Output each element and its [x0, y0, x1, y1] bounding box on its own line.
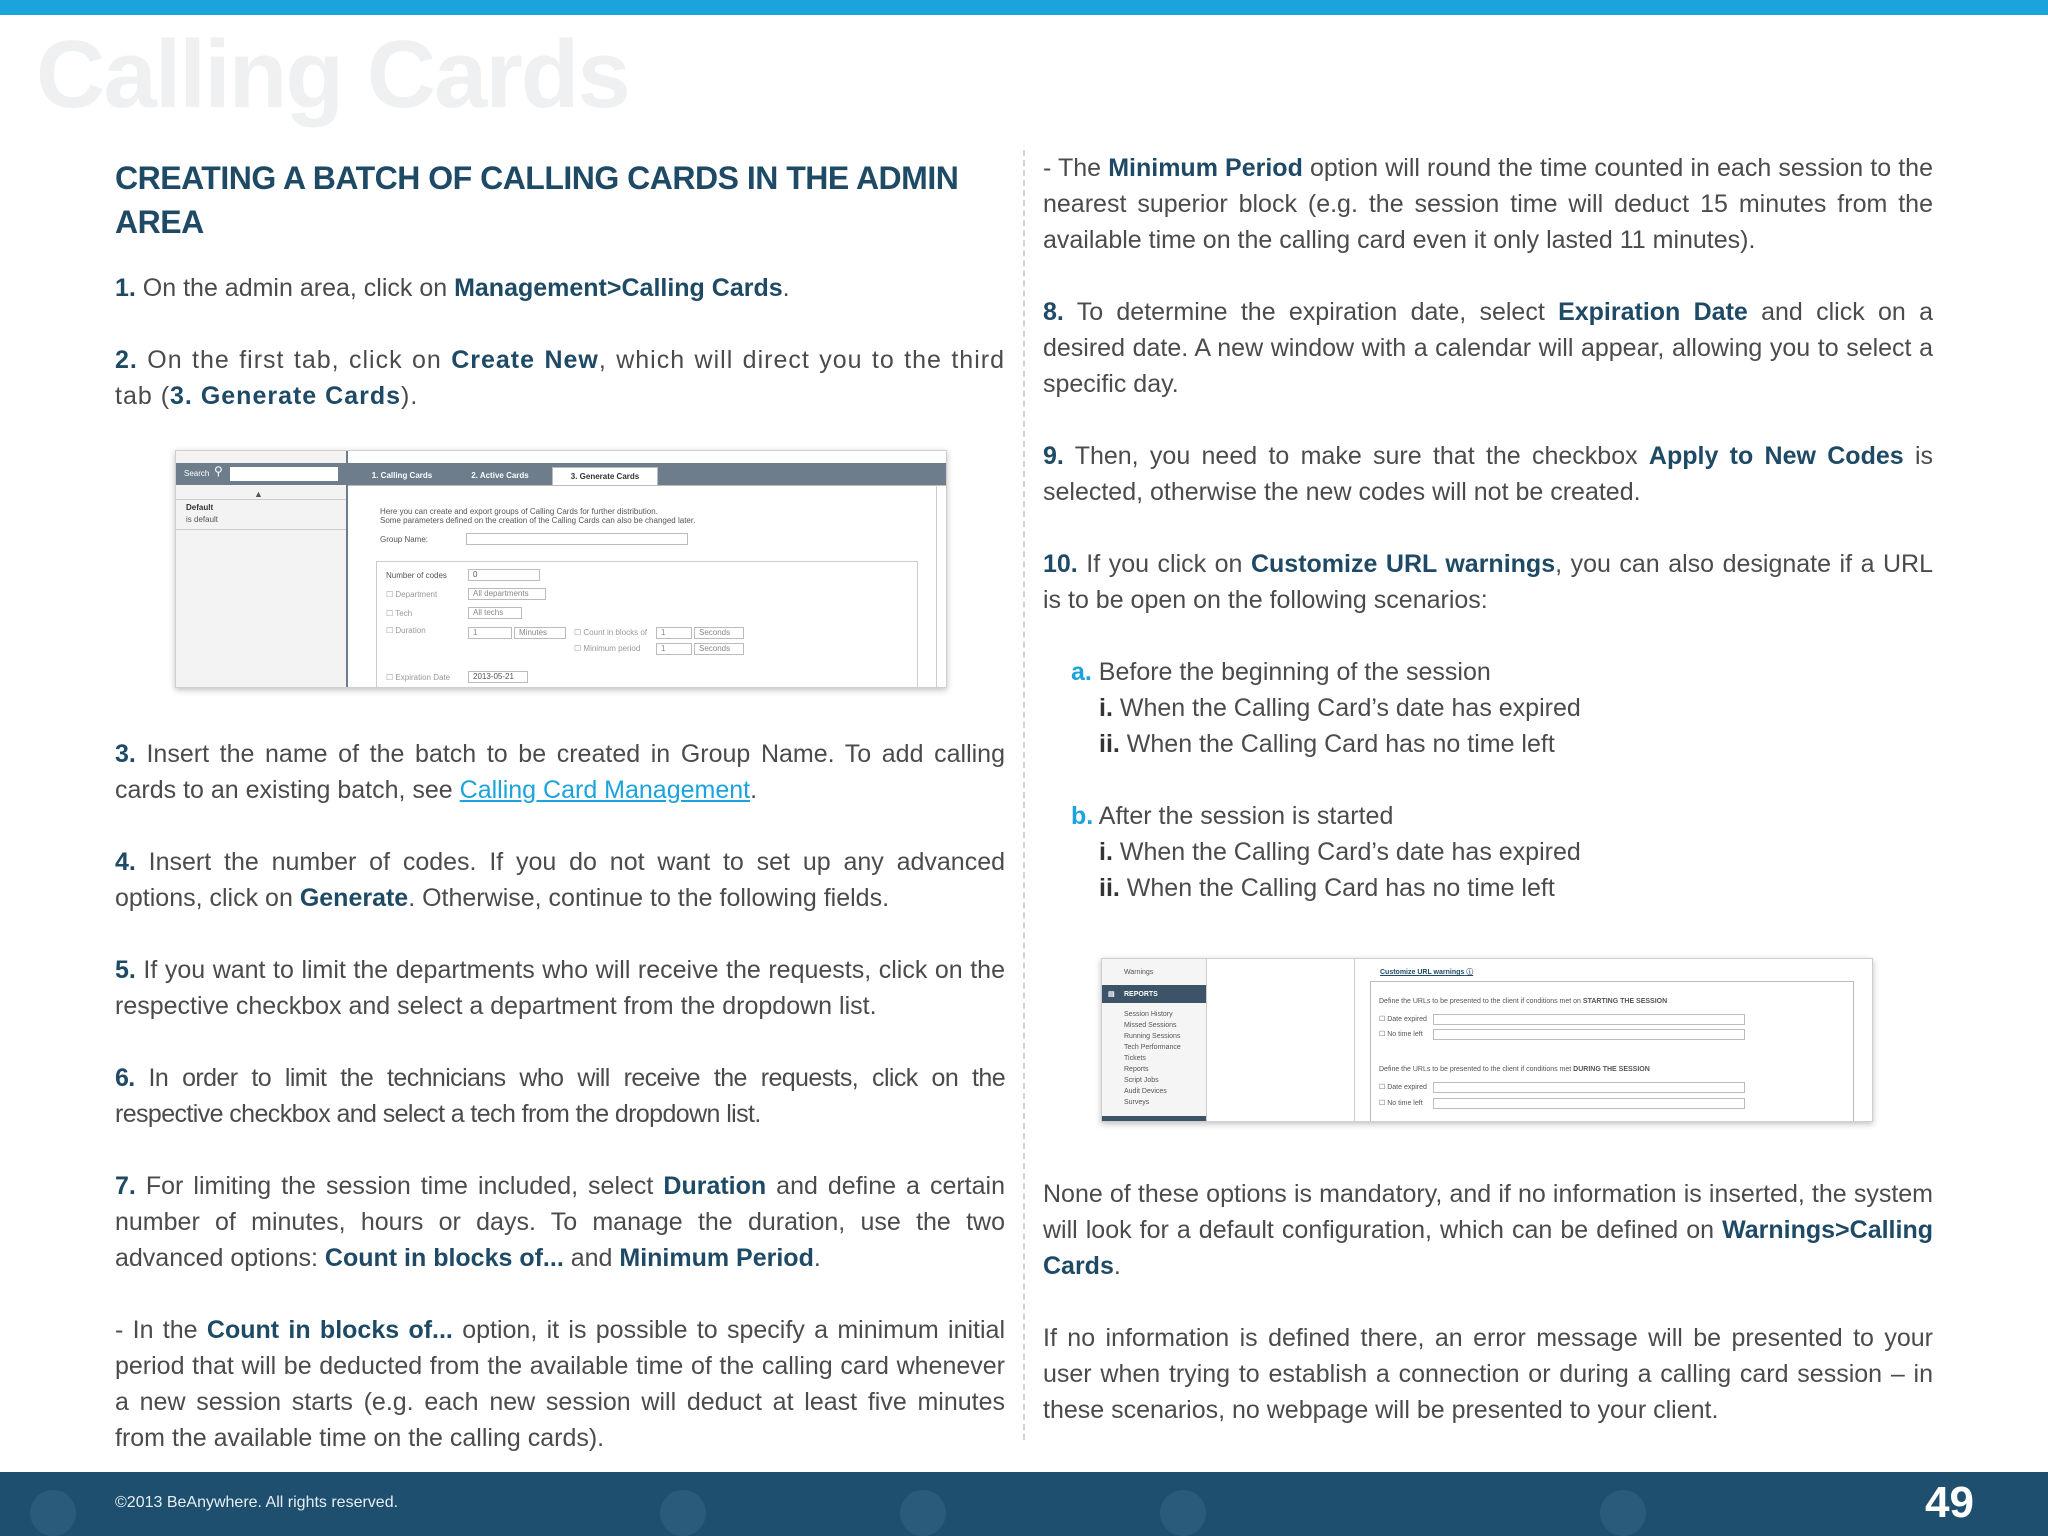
decorative-globe-icon	[660, 1490, 706, 1536]
menu-item: Tech Performance	[1124, 1044, 1181, 1051]
duration-row: ☐ Duration	[386, 626, 426, 635]
min-period-row: ☐ Minimum period	[574, 644, 641, 653]
start-no-time-left-row: ☐ No time left	[1379, 1031, 1423, 1038]
expiration-date-input: 2013-05-21	[468, 671, 528, 683]
page-footer	[0, 1472, 2048, 1536]
page-number: 49	[1925, 1478, 1974, 1527]
left-column	[115, 150, 1005, 1492]
menu-item: Session History	[1124, 1011, 1173, 1018]
customize-url-warnings-label: Customize URL warnings ⓘ	[1380, 969, 1474, 976]
reports-header: ▤ REPORTS	[1102, 985, 1206, 1003]
menu-item: Script Jobs	[1124, 1077, 1159, 1084]
page-watermark-title: Calling Cards	[36, 21, 629, 128]
min-period-input: 1	[656, 643, 692, 655]
section-title: CREATING A BATCH OF CALLING CARDS IN THE ADMIN AREA	[115, 160, 959, 240]
tech-row: ☐ Tech	[386, 609, 413, 618]
tab-underline	[348, 485, 946, 486]
sidebar-item-default: Default	[186, 503, 214, 512]
screenshot-sidebar	[176, 451, 348, 687]
count-blocks-row: ☐ Count in blocks of	[574, 628, 647, 637]
tech-select: All techs	[468, 607, 522, 619]
number-of-codes-input: 0	[468, 569, 540, 581]
screenshot-search-bar: Search ⚲	[176, 463, 346, 485]
advanced-options-frame	[376, 561, 918, 688]
step-5: 5. If you want to limit the departments who will receive the requests, click on the respective checkbox and select a department from the dropdown list.	[115, 956, 1005, 1020]
screenshot-search-input	[230, 467, 338, 481]
generate-cards-screenshot	[175, 450, 947, 688]
panel-right-border	[936, 485, 937, 687]
screenshot-blank-pane	[1210, 959, 1355, 1121]
right-column	[1043, 150, 1933, 1464]
expiration-row: ☐ Expiration Date	[386, 673, 451, 682]
help-icon: ⓘ	[1466, 969, 1474, 976]
duration-unit-select: Minutes	[514, 627, 566, 639]
during-date-expired-input	[1433, 1082, 1745, 1093]
step-8: 8. To determine the expiration date, select Expiration Date and click on a desired date. A new window with a calendar will appear, allowing you to select a specific day.	[1043, 298, 1933, 398]
start-session-caption: Define the URLs to be presented to the client if conditions met on STARTING THE SESSION	[1379, 998, 1668, 1005]
copyright-text: ©2013 BeAnywhere. All rights reserved.	[115, 1494, 399, 1511]
group-name-input	[466, 533, 688, 545]
note-minimum-period: - The Minimum Period option will round the time counted in each session to the nearest superior block (e.g. the session time will deduct 15 minutes from the available time on the calling card even it only lasted 11 minutes).	[1043, 154, 1933, 254]
decorative-cloud-icon	[30, 1490, 76, 1536]
step-6: 6. In order to limit the technicians who will receive the requests, click on the respective checkbox and select a tech from the dropdown list.	[115, 1064, 1005, 1128]
step-2: 2. On the first tab, click on Create New, which will direct you to the third tab (3. Generate Cards).	[115, 346, 1005, 410]
step-4: 4. Insert the number of codes. If you do not want to set up any advanced options, click on Generate. Otherwise, continue to the following fields.	[115, 848, 1005, 912]
calling-card-management-link[interactable]: Calling Card Management	[459, 776, 751, 804]
menu-item-warnings: Warnings	[1124, 969, 1154, 976]
reports-menu-list	[1124, 1009, 1181, 1108]
scenario-a-ii: ii. When the Calling Card has no time left	[1099, 730, 1555, 758]
menu-item: Missed Sessions	[1124, 1022, 1177, 1029]
scenario-b-i: i. When the Calling Card’s date has expired	[1099, 838, 1581, 866]
paragraph-error: If no information is defined there, an error message will be presented to your user when trying to establish a connection or during a calling card session – in these scenarios, no webpage will be presented to your client.	[1043, 1324, 1933, 1424]
step-1: 1. On the admin area, click on Management>Calling Cards.	[115, 274, 790, 302]
menu-item: Audit Devices	[1124, 1088, 1167, 1095]
menu-item: Tickets	[1124, 1055, 1146, 1062]
menu-item: Running Sessions	[1124, 1033, 1181, 1040]
department-select: All departments	[468, 588, 546, 600]
scenario-b-ii: ii. When the Calling Card has no time left	[1099, 874, 1555, 902]
sidebar-separator	[176, 529, 346, 530]
column-divider	[1023, 150, 1025, 1440]
number-of-codes-label: Number of codes	[386, 571, 447, 580]
scenario-b: b. After the session is started	[1071, 802, 1394, 830]
tab-generate-cards: 3. Generate Cards	[552, 467, 658, 486]
start-no-time-left-input	[1433, 1029, 1745, 1040]
step-10: 10. If you click on Customize URL warnings, you can also designate if a URL is to be open on the following scenarios:	[1043, 550, 1933, 614]
sidebar-separator	[176, 499, 346, 500]
step-7: 7. For limiting the session time included, select Duration and define a certain number of minutes, hours or days. To manage the duration, use the two advanced options: Count in blocks of... and Minimum Period.	[115, 1172, 1005, 1272]
during-date-expired-row: ☐ Date expired	[1379, 1084, 1427, 1091]
decorative-chart-icon	[900, 1490, 946, 1536]
step-9: 9. Then, you need to make sure that the checkbox Apply to New Codes is selected, otherwise the new codes will not be created.	[1043, 442, 1934, 506]
screenshot-menu	[1102, 959, 1207, 1121]
url-warnings-frame	[1370, 981, 1854, 1122]
menu-item: Surveys	[1124, 1099, 1150, 1106]
duration-input: 1	[468, 627, 512, 639]
clipboard-icon: ▤	[1108, 991, 1115, 998]
during-session-caption: Define the URLs to be presented to the client if conditions met DURING THE SESSION	[1379, 1066, 1650, 1073]
menu-item: Reports	[1124, 1066, 1149, 1073]
step-3: 3. Insert the name of the batch to be created in Group Name. To add calling cards to an existing batch, see Calling Card Management.	[115, 740, 1005, 804]
tab-calling-cards: 1. Calling Cards	[371, 471, 433, 480]
scenario-a: a. Before the beginning of the session	[1071, 658, 1491, 686]
department-row: ☐ Department	[386, 590, 438, 599]
decorative-gear-icon	[1600, 1490, 1646, 1536]
min-period-unit-select: Seconds	[694, 643, 744, 655]
url-warnings-screenshot	[1101, 958, 1873, 1122]
during-no-time-left-row: ☐ No time left	[1379, 1100, 1423, 1107]
menu-bottom-bar	[1102, 1116, 1206, 1121]
top-accent-bar	[0, 0, 2048, 15]
scenario-a-i: i. When the Calling Card’s date has expired	[1099, 694, 1581, 722]
tab-active-cards: 2. Active Cards	[471, 471, 529, 480]
group-name-label: Group Name:	[380, 535, 429, 544]
note-count-in-blocks: - In the Count in blocks of... option, it is possible to specify a minimum initial period that will be deducted from the available time of the calling card whenever a new session starts (e.g. each new session will deduct at least five minutes from the available time on the calling cards).	[115, 1316, 1006, 1452]
start-date-expired-input	[1433, 1014, 1745, 1025]
search-icon: ⚲	[214, 464, 223, 478]
intro-text-2: Some parameters defined on the creation of the Calling Cards can also be changed later.	[380, 516, 696, 525]
count-blocks-input: 1	[656, 627, 692, 639]
sidebar-item-is-default: is default	[186, 515, 219, 524]
during-no-time-left-input	[1433, 1098, 1745, 1109]
triangle-up-icon: ▲	[254, 489, 263, 499]
intro-text-1: Here you can create and export groups of Calling Cards for further distribution.	[380, 507, 658, 516]
url-warnings-content	[1380, 967, 1850, 978]
start-date-expired-row: ☐ Date expired	[1379, 1016, 1427, 1023]
count-blocks-unit-select: Seconds	[694, 627, 744, 639]
screenshot-tabs	[348, 463, 946, 485]
paragraph-mandatory: None of these options is mandatory, and if no information is inserted, the system will look for a default configuration, which can be defined on Warnings>Calling Cards.	[1043, 1180, 1933, 1280]
decorative-monitor-icon	[1160, 1490, 1206, 1536]
